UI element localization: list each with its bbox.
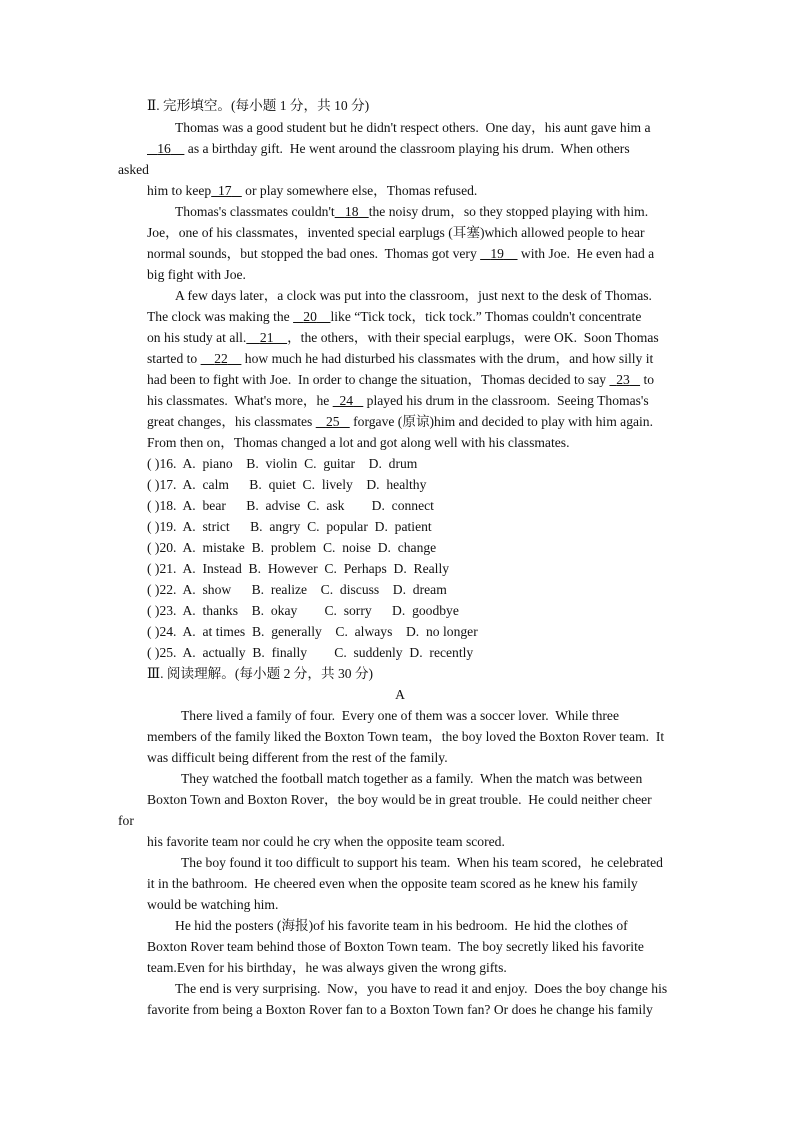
passage-line-14: The end is very surprising. Now，you have to read it and enjoy. Does the boy change his [175, 981, 668, 996]
passage-line-6: for [118, 813, 134, 828]
section-3-heading: Ⅲ. 阅读理解。(每小题 2 分，共 30 分) [147, 666, 374, 681]
passage-line-2: members of the family liked the Boxton Town team，the boy loved the Boxton Rover team. It [147, 729, 665, 744]
passage-line-7: his favorite team nor could he cry when the opposite team scored. [147, 834, 505, 849]
option-row-22: ( )22. A. show B. realize C. discuss D. dream [147, 582, 447, 597]
blank-21: 21 [259, 330, 274, 345]
p2-line-3: normal sounds，but stopped the bad ones. Thomas got very 19 with Joe. He even had a [147, 246, 655, 261]
blank-25: 25 [325, 414, 340, 429]
section-2-heading: Ⅱ. 完形填空。(每小题 1 分，共 10 分) [147, 98, 370, 113]
option-row-23: ( )23. A. thanks B. okay C. sorry D. goodbye [147, 603, 459, 618]
passage-line-13: team.Even for his birthday，he was always given the wrong gifts. [147, 960, 507, 975]
blank-18: 18 [344, 204, 359, 219]
passage-line-4: They watched the football match together as a family. When the match was between [181, 771, 643, 786]
p3-line-8: From then on，Thomas changed a lot and got along well with his classmates. [147, 435, 570, 450]
passage-line-1: There lived a family of four. Every one of them was a soccer lover. While three [181, 708, 619, 723]
blank-20: 20 [303, 309, 317, 324]
p3-line-3: on his study at all. 21 ，the others，with their special earplugs，were OK. Soon Thomas [147, 330, 659, 345]
p2-line-4: big fight with Joe. [147, 267, 246, 282]
option-row-19: ( )19. A. strict B. angry C. popular D. patient [147, 519, 432, 534]
passage-line-5: Boxton Town and Boxton Rover，the boy would be in great trouble. He could neither cheer [147, 792, 652, 807]
passage-line-15: favorite from being a Boxton Rover fan to a Boxton Town fan? Or does he change his family [147, 1002, 653, 1017]
p3-line-6: his classmates. What's more，he 24 played his drum in the classroom. Seeing Thomas's [147, 393, 649, 408]
passage-line-12: Boxton Rover team behind those of Boxton Town team. The boy secretly liked his favorite [147, 939, 644, 954]
p2-line-1: Thomas's classmates couldn't 18 the noisy drum，so they stopped playing with him. [175, 204, 649, 219]
option-row-18: ( )18. A. bear B. advise C. ask D. connect [147, 498, 434, 513]
p1-line-3: asked [118, 162, 149, 177]
blank-19: 19 [490, 246, 504, 261]
blank-22: 22 [214, 351, 228, 366]
option-row-20: ( )20. A. mistake B. problem C. noise D. change [147, 540, 437, 555]
passage-line-8: The boy found it too difficult to support his team. When his team scored，he celebrated [181, 855, 663, 870]
passage-line-11: He hid the posters (海报)of his favorite team in his bedroom. He hid the clothes of [175, 918, 628, 933]
option-row-17: ( )17. A. calm B. quiet C. lively D. healthy [147, 477, 427, 492]
p1-line-1: Thomas was a good student but he didn't respect others. One day，his aunt gave him a [175, 120, 651, 135]
p3-line-2: The clock was making the 20 like “Tick tock，tick tock.” Thomas couldn't concentrate [147, 309, 642, 324]
blank-17: 17 [217, 183, 232, 198]
p1-line-4: him to keep 17 or play somewhere else，Thomas refused. [147, 183, 478, 198]
p3-line-4: started to 22 how much he had disturbed his classmates with the drum，and how silly it [147, 351, 654, 366]
blank-16: 16 [157, 141, 171, 156]
passage-line-9: it in the bathroom. He cheered even when the opposite team scored as he knew his family [147, 876, 638, 891]
option-row-21: ( )21. A. Instead B. However C. Perhaps D. Really [147, 561, 450, 576]
option-row-16: ( )16. A. piano B. violin C. guitar D. drum [147, 456, 418, 471]
p3-line-5: had been to fight with Joe. In order to change the situation，Thomas decided to say 23 to [147, 372, 655, 387]
p3-line-1: A few days later，a clock was put into the classroom，just next to the desk of Thomas. [175, 288, 652, 303]
p3-line-7: great changes，his classmates 25 forgave (原谅)him and decided to play with him again. [147, 414, 653, 429]
option-row-24: ( )24. A. at times B. generally C. always D. no longer [147, 624, 478, 639]
p1-line-2: 16 as a birthday gift. He went around the classroom playing his drum. When others [147, 139, 630, 160]
blank-24: 24 [339, 393, 354, 408]
p2-line-2: Joe，one of his classmates，invented special earplugs (耳塞)which allowed people to hear [147, 225, 645, 240]
passage-line-10: would be watching him. [147, 897, 279, 912]
passage-line-3: was difficult being different from the rest of the family. [147, 750, 448, 765]
passage-a-label: A [395, 687, 405, 702]
option-row-25: ( )25. A. actually B. finally C. suddenly D. recently [147, 645, 474, 660]
blank-23: 23 [616, 372, 630, 387]
